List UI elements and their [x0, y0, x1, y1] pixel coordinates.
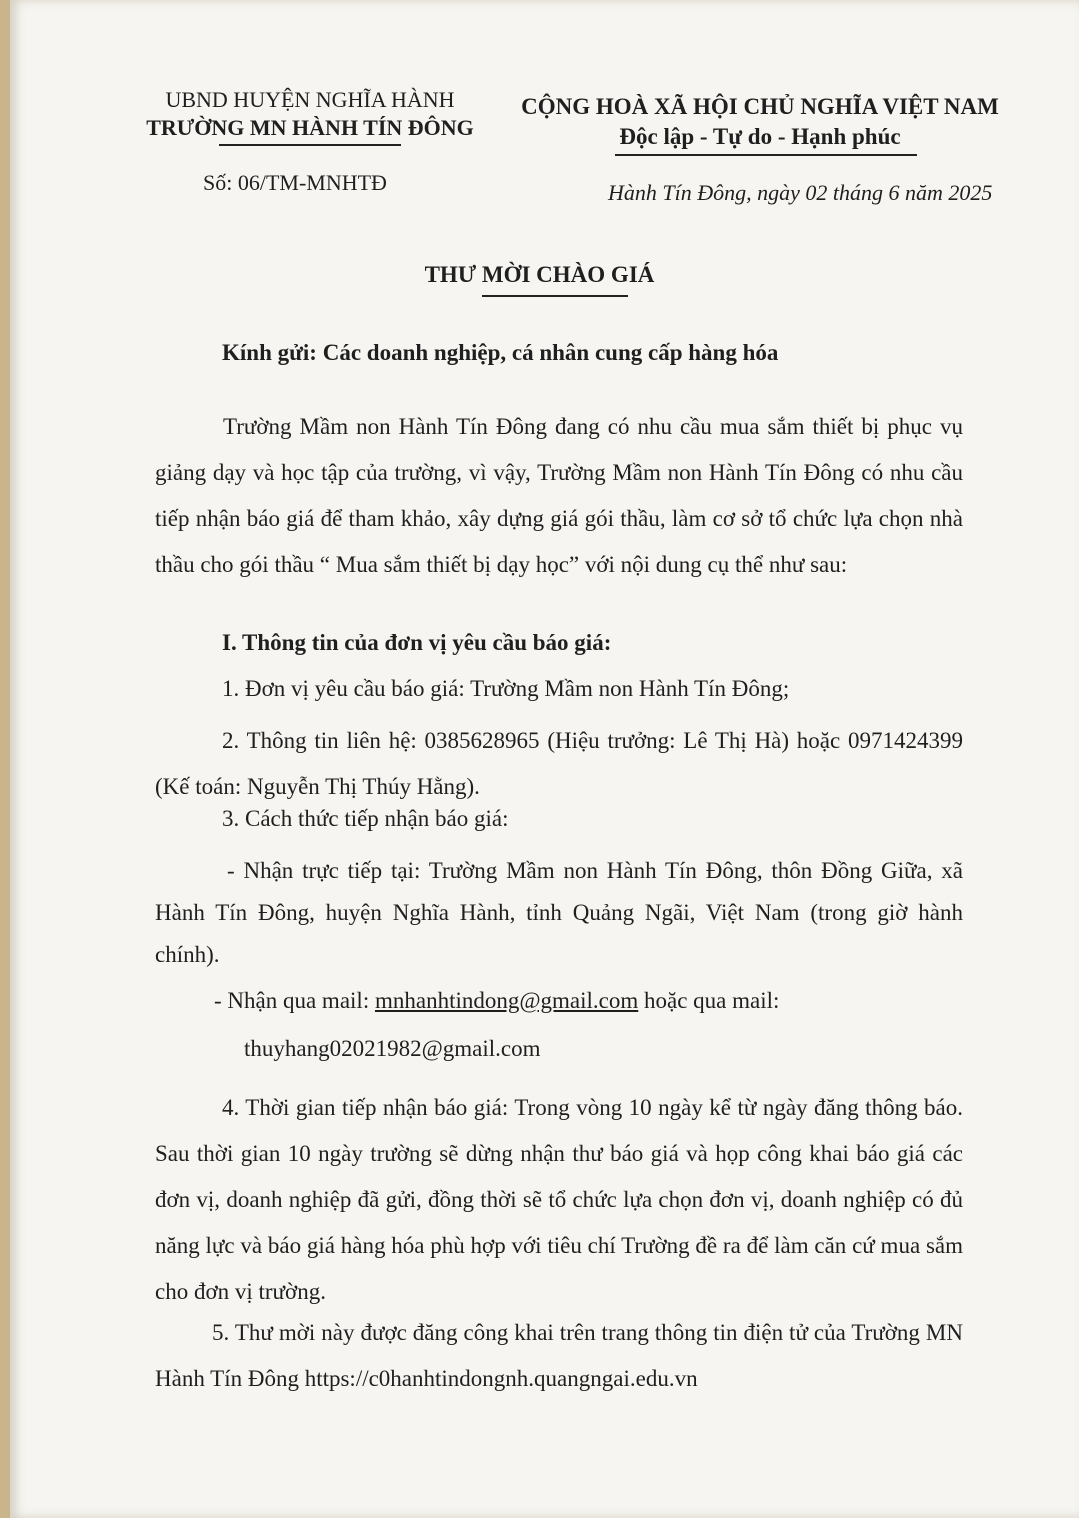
section-heading: I. Thông tin của đơn vị yêu cầu báo giá:	[222, 630, 612, 655]
email-2: thuyhang02021982@gmail.com	[244, 1036, 541, 1061]
item-3: 3. Cách thức tiếp nhận báo giá:	[222, 806, 509, 831]
intro-paragraph: Trường Mầm non Hành Tín Đông đang có nhu cầu mua sắm thiết bị phục vụ giảng dạy và học tập của trường, vì vậy, Trường Mầm non Hành Tín Đông có nhu cầu tiếp nhận báo giá để tham khảo, xây dựng giá gói thầu, làm cơ sở tổ chức lựa chọn nhà thầu cho gói thầu “ Mua sắm thiết bị dạy học” với nội dung cụ thể như sau:	[155, 414, 963, 577]
item-3-bullet-1: - Nhận trực tiếp tại: Trường Mầm non Hành Tín Đông, thôn Đồng Giữa, xã Hành Tín Đông, huyện Nghĩa Hành, tỉnh Quảng Ngãi, Việt Nam (trong giờ hành chính).	[155, 858, 963, 967]
header-right	[505, 92, 1015, 152]
school-name: TRƯỜNG MN HÀNH TÍN ĐÔNG	[146, 115, 474, 140]
header-left	[115, 86, 505, 142]
item-2: 2. Thông tin liên hệ: 0385628965 (Hiệu trưởng: Lê Thị Hà) hoặc 0971424399 (Kế toán: Nguyễn Thị Thúy Hằng).	[155, 728, 963, 799]
national-motto: Độc lập - Tự do - Hạnh phúc	[619, 124, 901, 149]
document-number: Số: 06/TM-MNHTĐ	[203, 170, 387, 195]
authority-name: UBND HUYỆN NGHĨA HÀNH	[165, 87, 455, 112]
item-4: 4. Thời gian tiếp nhận báo giá: Trong vòng 10 ngày kể từ ngày đăng thông báo. Sau thời gian 10 ngày trường sẽ dừng nhận thư báo giá và họp công khai báo giá các đơn vị, doanh nghiệp đã gửi, đồng thời sẽ tổ chức lựa chọn đơn vị, doanh nghiệp có đủ năng lực và báo giá hàng hóa phù hợp với tiêu chí Trường đề ra để làm căn cứ mua sắm cho đơn vị trường.	[155, 1095, 963, 1304]
recipient-line: Kính gửi: Các doanh nghiệp, cá nhân cung cấp hàng hóa	[222, 340, 779, 365]
bullet-2-mid: hoặc qua mail:	[638, 988, 780, 1013]
item-1: 1. Đơn vị yêu cầu báo giá: Trường Mầm non Hành Tín Đông;	[222, 676, 790, 701]
national-title: CỘNG HOÀ XÃ HỘI CHỦ NGHĨA VIỆT NAM	[521, 94, 999, 119]
bullet-2-prefix: - Nhận qua mail:	[214, 988, 375, 1013]
item-5: 5. Thư mời này được đăng công khai trên trang thông tin điện tử của Trường MN Hành Tín Đông https://c0hanhtindongnh.quangngai.edu.vn	[155, 1320, 963, 1391]
title-underline	[482, 295, 628, 297]
item-3-bullet-2	[214, 988, 779, 1014]
document-title: THƯ MỜI CHÀO GIÁ	[424, 262, 655, 287]
document-date: Hành Tín Đông, ngày 02 tháng 6 năm 2025	[608, 180, 993, 205]
header-left-underline	[219, 144, 401, 146]
email-link-1[interactable]: mnhanhtindong@gmail.com	[374, 988, 639, 1013]
header-right-underline	[615, 154, 917, 156]
